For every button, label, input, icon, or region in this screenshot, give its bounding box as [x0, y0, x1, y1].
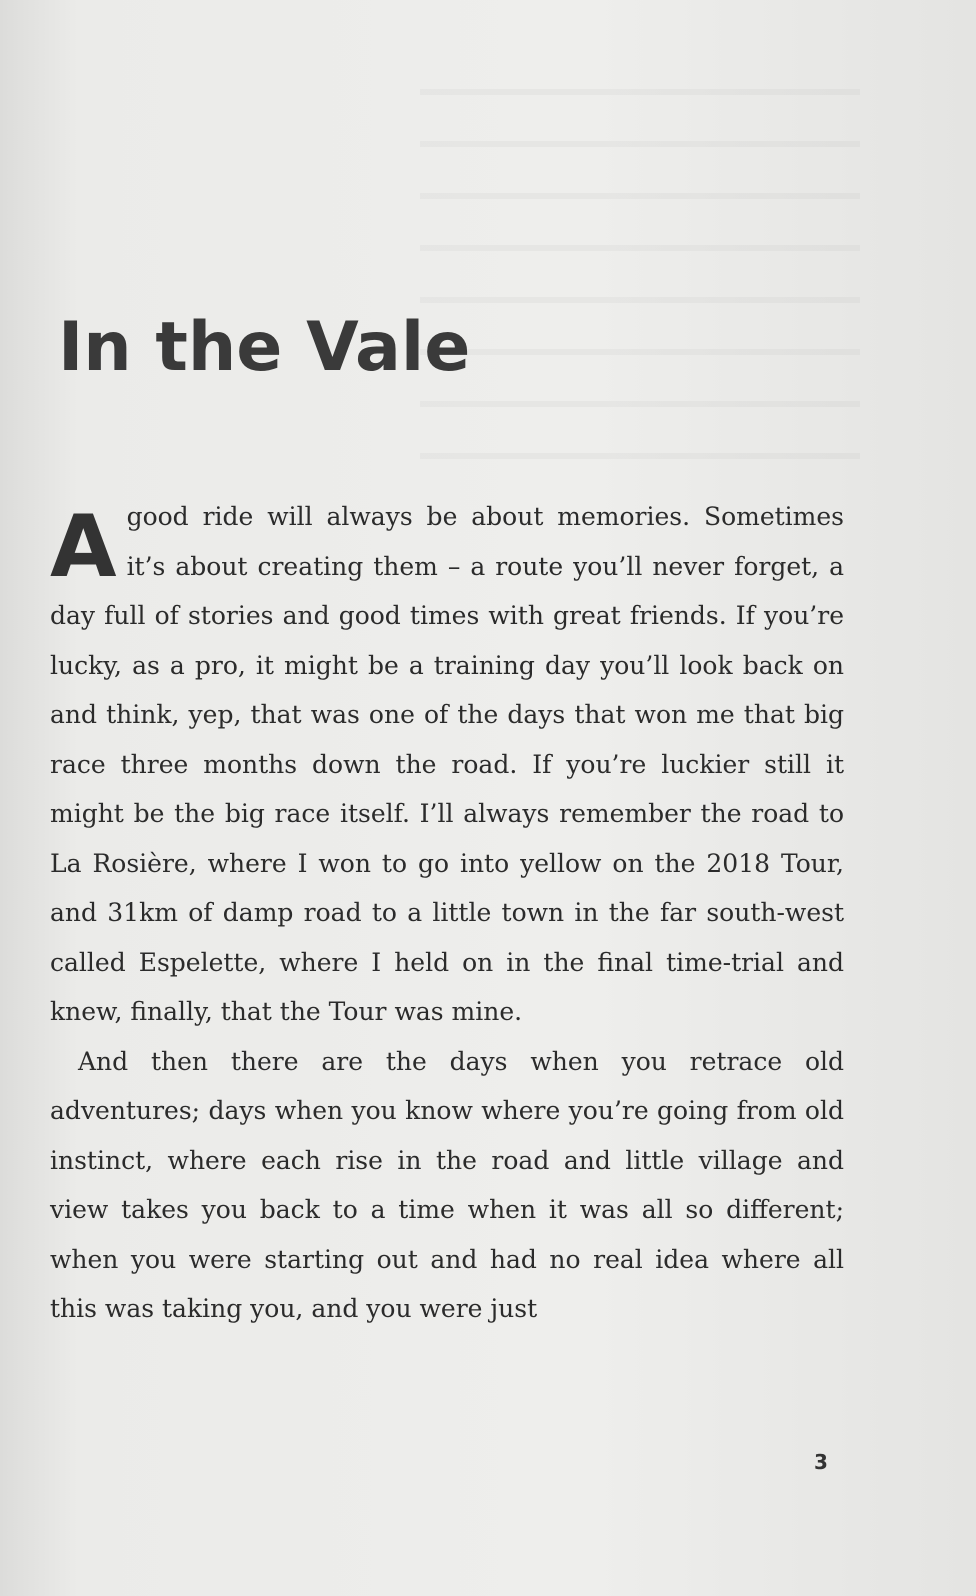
drop-cap: A — [50, 497, 117, 597]
body-text — [50, 492, 844, 1334]
page-number: 3 — [814, 1450, 828, 1474]
paragraph-2: And then there are the days when you retrace old adventures; days when you know where you’re going from old instinct, where each rise in the road and little village and view takes you back to a time when it was all so different; when you were starting out and had no real idea where all this was taking you, and you were just — [50, 1046, 844, 1323]
show-through-texture — [420, 55, 860, 475]
paragraph-1 — [50, 492, 844, 1037]
paragraph-1-text: good ride will always be about memories. Sometimes it’s about creating them – a route you’ll never forget, a day full of stories and good times with great friends. If you’re lucky, as a pro, it might be a training day you’ll look back on and think, yep, that was one of the days that won me that big race three months down the road. If you’re luckier still it might be the big race itself. I’ll always remember the road to La Rosière, where I won to go into yellow on the 2018 Tour, and 31km of damp road to a little town in the far south-west called Espelette, where I held on in the final time-trial and knew, finally, that the Tour was mine. — [50, 502, 844, 1026]
chapter-title: In the Vale — [58, 308, 471, 387]
